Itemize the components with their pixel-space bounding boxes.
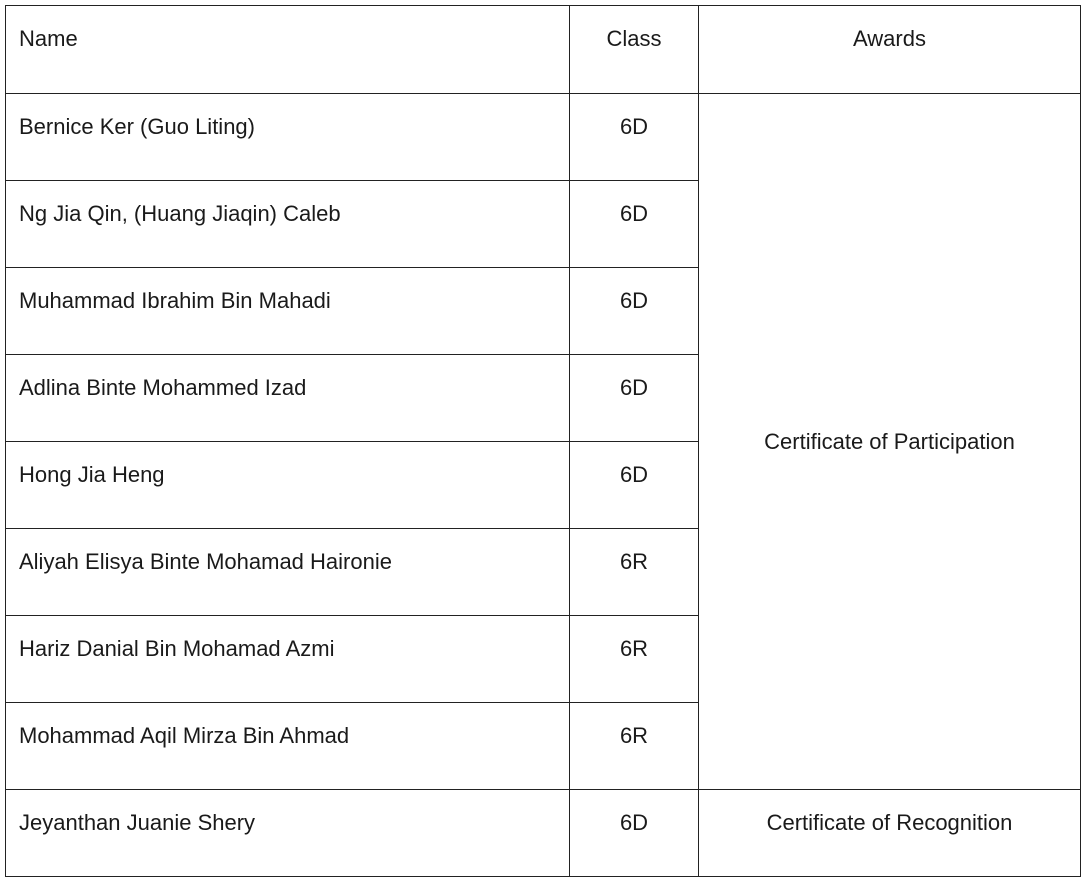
award-recognition: Certificate of Recognition <box>699 790 1081 877</box>
student-name: Jeyanthan Juanie Shery <box>6 790 570 877</box>
header-class: Class <box>570 6 699 94</box>
table-row <box>6 94 1081 181</box>
student-name: Bernice Ker (Guo Liting) <box>6 94 570 181</box>
student-name: Hariz Danial Bin Mohamad Azmi <box>6 616 570 703</box>
student-class: 6D <box>570 790 699 877</box>
table-header-row <box>6 6 1081 94</box>
student-name: Ng Jia Qin, (Huang Jiaqin) Caleb <box>6 181 570 268</box>
student-name: Hong Jia Heng <box>6 442 570 529</box>
student-name: Aliyah Elisya Binte Mohamad Haironie <box>6 529 570 616</box>
header-name: Name <box>6 6 570 94</box>
student-class: 6R <box>570 616 699 703</box>
student-name: Adlina Binte Mohammed Izad <box>6 355 570 442</box>
awards-table <box>5 5 1081 877</box>
student-class: 6R <box>570 529 699 616</box>
student-class: 6D <box>570 181 699 268</box>
student-class: 6D <box>570 355 699 442</box>
student-name: Muhammad Ibrahim Bin Mahadi <box>6 268 570 355</box>
student-name: Mohammad Aqil Mirza Bin Ahmad <box>6 703 570 790</box>
student-class: 6D <box>570 94 699 181</box>
award-participation: Certificate of Participation <box>699 94 1081 790</box>
table-row <box>6 790 1081 877</box>
student-class: 6R <box>570 703 699 790</box>
student-class: 6D <box>570 268 699 355</box>
student-class: 6D <box>570 442 699 529</box>
header-awards: Awards <box>699 6 1081 94</box>
